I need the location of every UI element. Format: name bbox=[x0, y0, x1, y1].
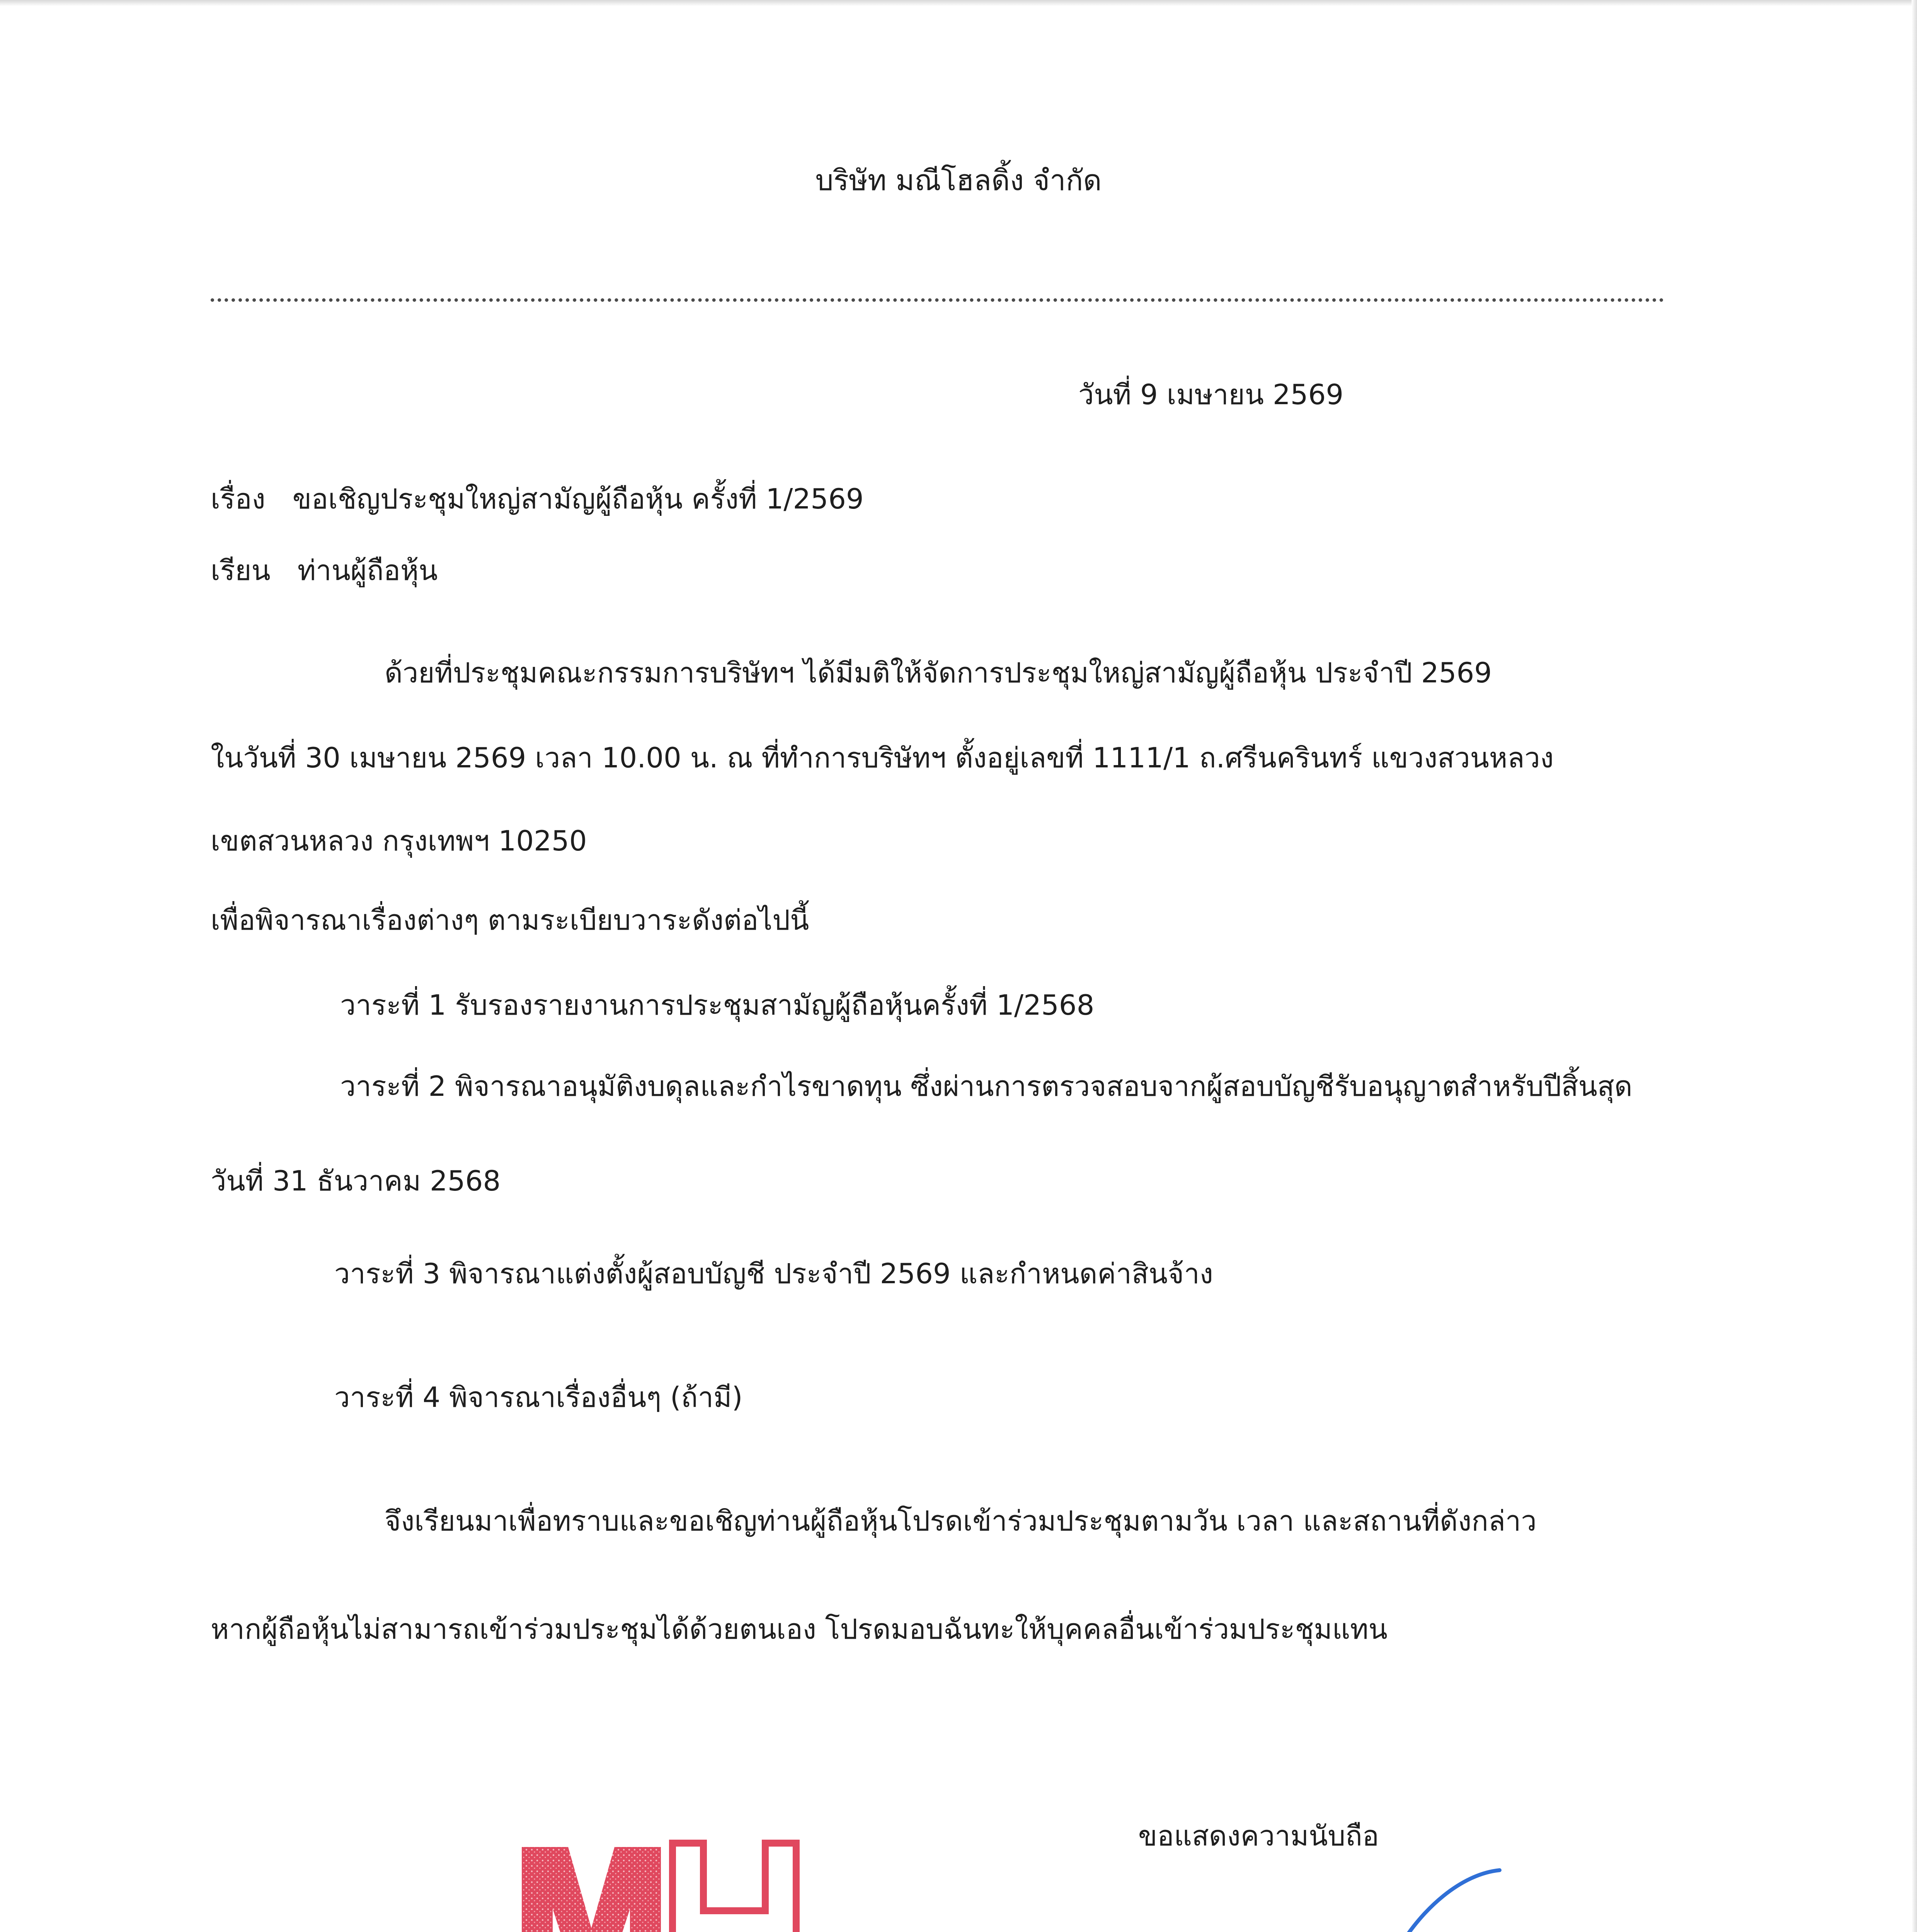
agenda-item-2: วาระที่ 2 พิจารณาอนุมัติงบดุลและกำไรขาดทุน ซึ่งผ่านการตรวจสอบจากผู้สอบบัญชีรับอนุญาตสำหรับปีสิ้นสุด bbox=[340, 1070, 1633, 1102]
handwritten-signature bbox=[1144, 1859, 1515, 1932]
agenda-item-3: วาระที่ 3 พิจารณาแต่งตั้งผู้สอบบัญชี ประจำปี 2569 และกำหนดค่าสินจ้าง bbox=[334, 1257, 1213, 1290]
body-paragraph: เพื่อพิจารณาเรื่องต่างๆ ตามระเบียบวาระดังต่อไปนี้ bbox=[211, 904, 809, 936]
subject-line bbox=[211, 485, 864, 513]
signature-closing: ขอแสดงความนับถือ bbox=[1138, 1820, 1379, 1852]
body-paragraph: ด้วยที่ประชุมคณะกรรมการบริษัทฯ ได้มีมติให้จัดการประชุมใหญ่สามัญผู้ถือหุ้น ประจำปี 2569 bbox=[385, 656, 1492, 689]
agenda-item-2-continued: วันที่ 31 ธันวาคม 2568 bbox=[211, 1165, 501, 1197]
page-edge bbox=[0, 0, 1917, 6]
closing-paragraph: จึงเรียนมาเพื่อทราบและขอเชิญท่านผู้ถือหุ้นโปรดเข้าร่วมประชุมตามวัน เวลา และสถานที่ดังกล่าว bbox=[385, 1505, 1537, 1537]
agenda-item-1: วาระที่ 1 รับรองรายงานการประชุมสามัญผู้ถือหุ้นครั้งที่ 1/2568 bbox=[340, 989, 1095, 1021]
body-paragraph: ในวันที่ 30 เมษายน 2569 เวลา 10.00 น. ณ ที่ทำการบริษัทฯ ตั้งอยู่เลขที่ 1111/1 ถ.ศรีนครินทร์ แขวงสวนหลวง bbox=[211, 742, 1554, 774]
recipient-label: เรียน bbox=[211, 554, 271, 587]
recipient-text: ท่านผู้ถือหุ้น bbox=[297, 554, 438, 587]
agenda-item-4: วาระที่ 4 พิจารณาเรื่องอื่นๆ (ถ้ามี) bbox=[334, 1381, 743, 1413]
subject-label: เรื่อง bbox=[211, 483, 266, 515]
company-stamp bbox=[514, 1832, 939, 1932]
subject-text: ขอเชิญประชุมใหญ่สามัญผู้ถือหุ้น ครั้งที่ 1/2569 bbox=[292, 483, 864, 515]
body-paragraph: เขตสวนหลวง กรุงเทพฯ 10250 bbox=[211, 825, 587, 857]
company-header: บริษัท มณีโฮลดิ้ง จำกัด bbox=[815, 164, 1102, 197]
page-edge bbox=[1912, 0, 1917, 1932]
letter-date: วันที่ 9 เมษายน 2569 bbox=[1078, 378, 1344, 411]
header-divider bbox=[211, 298, 1664, 302]
mh-logo-icon bbox=[514, 1832, 808, 1932]
recipient-line bbox=[211, 554, 438, 587]
closing-paragraph: หากผู้ถือหุ้นไม่สามารถเข้าร่วมประชุมได้ด้วยตนเอง โปรดมอบฉันทะให้บุคคลอื่นเข้าร่วมประชุมแทน bbox=[211, 1613, 1388, 1645]
